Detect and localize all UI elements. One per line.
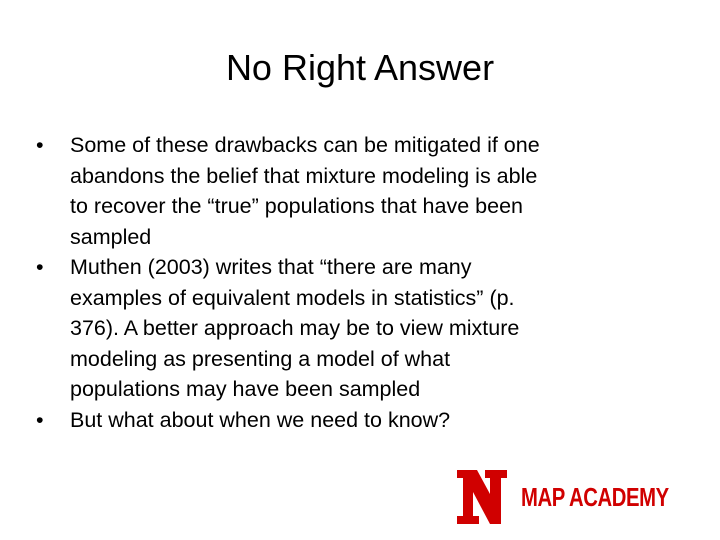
bullet-line: sampled [70, 224, 152, 249]
bullet-marker: • [36, 407, 44, 432]
bullet-line: But what about when we need to know? [70, 407, 451, 432]
logo-text: MAP ACADEMY [521, 481, 669, 512]
slide-title: No Right Answer [225, 47, 495, 88]
bullet-item [36, 130, 676, 252]
bullet-item [36, 405, 676, 436]
bullet-marker: • [36, 255, 44, 279]
bullet-line: populations may have been sampled [70, 377, 421, 401]
bullet-line: to recover the “true” populations that have been [70, 194, 523, 218]
bullet-line: 376). A better approach may be to view mixture [70, 316, 520, 340]
bullet-line: abandons the belief that mixture modeling is able [70, 163, 538, 188]
nebraska-n-icon [457, 470, 507, 524]
bullet-marker: • [36, 133, 44, 157]
map-academy-logo [457, 470, 711, 524]
bullet-line: examples of equivalent models in statistics” (p. [70, 285, 515, 310]
bullet-item [36, 252, 676, 405]
bullet-list [36, 130, 676, 435]
bullet-line: modeling as presenting a model of what [70, 346, 451, 371]
bullet-line: Muthen (2003) writes that “there are many [70, 255, 472, 279]
bullet-line: Some of these drawbacks can be mitigated if one [70, 133, 540, 157]
